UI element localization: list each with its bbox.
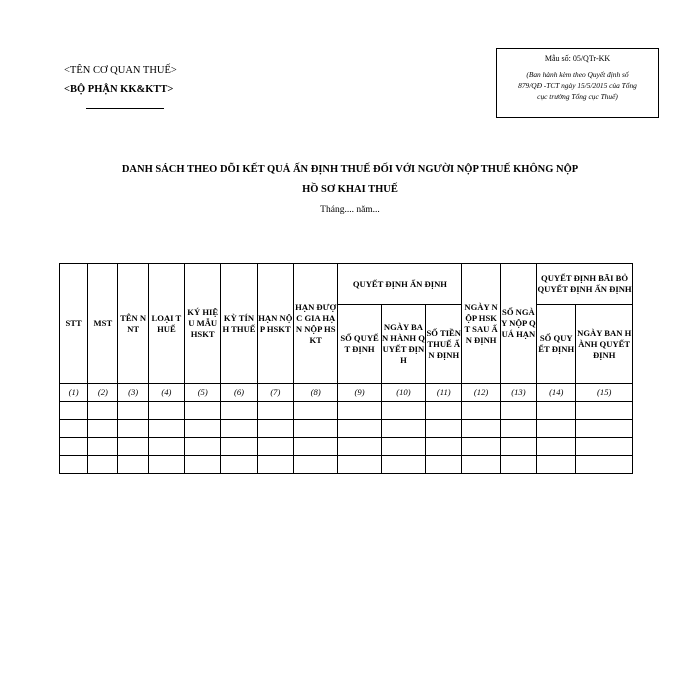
table-cell	[60, 402, 88, 420]
table-cell	[537, 420, 576, 438]
table-cell	[88, 402, 118, 420]
header-stt: STT	[60, 264, 88, 384]
table-cell	[426, 402, 462, 420]
header-ngay-nop-sau: NGÀY NỘP HSKT SAU ẤN ĐỊNH	[462, 264, 500, 384]
table-cell	[381, 456, 425, 474]
header-ky-tinh-thue: KỲ TÍNH THUẾ	[221, 264, 257, 384]
table-row	[60, 420, 633, 438]
table-cell	[60, 420, 88, 438]
table-cell	[462, 402, 500, 420]
table-cell	[338, 402, 381, 420]
header-group-an-dinh: QUYẾT ĐỊNH ẤN ĐỊNH	[338, 264, 462, 305]
table-cell	[338, 420, 381, 438]
table-cell	[118, 456, 148, 474]
tracking-table	[59, 263, 633, 474]
table-cell	[221, 402, 257, 420]
table-cell	[426, 456, 462, 474]
table-cell	[221, 456, 257, 474]
column-number: (7)	[257, 384, 293, 402]
table-cell	[148, 420, 184, 438]
table-cell	[293, 438, 337, 456]
table-cell	[185, 456, 221, 474]
column-number: (2)	[88, 384, 118, 402]
column-number: (11)	[426, 384, 462, 402]
period-line: Tháng.... năm...	[320, 205, 380, 215]
table-cell	[257, 438, 293, 456]
column-number: (9)	[338, 384, 381, 402]
column-number: (12)	[462, 384, 500, 402]
header-ky-hieu-mau: KÝ HIỆU MẪU HSKT	[185, 264, 221, 384]
table-cell	[500, 402, 536, 420]
header-ten-nnt: TÊN NNT	[118, 264, 148, 384]
column-number: (13)	[500, 384, 536, 402]
table-cell	[293, 456, 337, 474]
column-number-row	[60, 384, 633, 402]
table-cell	[576, 438, 633, 456]
table-cell	[576, 456, 633, 474]
table-row	[60, 456, 633, 474]
document-title-line-2: HỒ SƠ KHAI THUẾ	[302, 184, 398, 195]
table-cell	[537, 402, 576, 420]
table-row	[60, 438, 633, 456]
header-so-tien: SỐ TIỀN THUẾ ẤN ĐỊNH	[426, 305, 462, 384]
table-cell	[426, 438, 462, 456]
document-title-line-1: DANH SÁCH THEO DÕI KẾT QUẢ ẤN ĐỊNH THUẾ ĐỐI VỚI NGƯỜI NỘP THUẾ KHÔNG NỘP	[121, 164, 579, 175]
table-cell	[148, 402, 184, 420]
tax-agency-name: <TÊN CƠ QUAN THUẾ>	[64, 65, 177, 76]
header-so-quyet-dinh-bai-bo: SỐ QUYẾT ĐỊNH	[537, 305, 576, 384]
table-cell	[118, 402, 148, 420]
table-cell	[118, 438, 148, 456]
table-cell	[257, 456, 293, 474]
table-cell	[148, 438, 184, 456]
table-cell	[257, 402, 293, 420]
form-note-line-3: cục trưởng Tổng cục Thuế)	[537, 92, 618, 101]
table-cell	[185, 420, 221, 438]
header-han-nop: HẠN NỘP HSKT	[257, 264, 293, 384]
table-cell	[60, 456, 88, 474]
table-cell	[462, 438, 500, 456]
table-cell	[537, 438, 576, 456]
column-number: (10)	[381, 384, 425, 402]
table-cell	[148, 456, 184, 474]
column-number: (1)	[60, 384, 88, 402]
column-number: (4)	[148, 384, 184, 402]
header-so-ngay-qua-han: SỐ NGÀY NỘP QUÁ HẠN	[500, 264, 536, 384]
table-cell	[381, 420, 425, 438]
table-cell	[500, 438, 536, 456]
header-group-bai-bo: QUYẾT ĐỊNH BÃI BỎ QUYẾT ĐỊNH ẤN ĐỊNH	[537, 264, 633, 305]
form-code-box	[496, 48, 659, 118]
table-cell	[221, 438, 257, 456]
table-cell	[338, 438, 381, 456]
table-cell	[88, 438, 118, 456]
table-cell	[381, 402, 425, 420]
column-number: (5)	[185, 384, 221, 402]
department-name: <BỘ PHẬN KK&KTT>	[64, 84, 174, 95]
form-code: Mẫu số: 05/QTr-KK	[544, 54, 611, 63]
header-han-gia-han: HẠN ĐƯỢC GIA HẠN NỘP HSKT	[293, 264, 337, 384]
table-cell	[462, 420, 500, 438]
table-cell	[500, 456, 536, 474]
table-cell	[338, 456, 381, 474]
header-loai-thue: LOẠI THUẾ	[148, 264, 184, 384]
table-cell	[118, 420, 148, 438]
table-cell	[88, 456, 118, 474]
form-note-line-2: 879/QĐ -TCT ngày 15/5/2015 của Tổng	[518, 81, 637, 90]
table-cell	[576, 402, 633, 420]
table-cell	[462, 456, 500, 474]
table-cell	[185, 402, 221, 420]
header-ngay-ban-hanh-bai-bo: NGÀY BAN HÀNH QUYẾT ĐỊNH	[576, 305, 633, 384]
table-cell	[576, 420, 633, 438]
column-number: (3)	[118, 384, 148, 402]
table-cell	[293, 402, 337, 420]
column-number: (8)	[293, 384, 337, 402]
table-cell	[500, 420, 536, 438]
column-number: (6)	[221, 384, 257, 402]
header-mst: MST	[88, 264, 118, 384]
table-cell	[293, 420, 337, 438]
table-cell	[60, 438, 88, 456]
header-so-quyet-dinh: SỐ QUYẾT ĐỊNH	[338, 305, 381, 384]
column-number: (15)	[576, 384, 633, 402]
table-cell	[221, 420, 257, 438]
header-ngay-ban-hanh: NGÀY BAN HÀNH QUYẾT ĐỊNH	[381, 305, 425, 384]
form-note-line-1: (Ban hành kèm theo Quyết định số	[526, 70, 629, 79]
table-cell	[257, 420, 293, 438]
table-row	[60, 402, 633, 420]
header-divider	[86, 108, 164, 109]
table-cell	[426, 420, 462, 438]
column-number: (14)	[537, 384, 576, 402]
table-cell	[381, 438, 425, 456]
table-cell	[185, 438, 221, 456]
table-cell	[88, 420, 118, 438]
table-cell	[537, 456, 576, 474]
